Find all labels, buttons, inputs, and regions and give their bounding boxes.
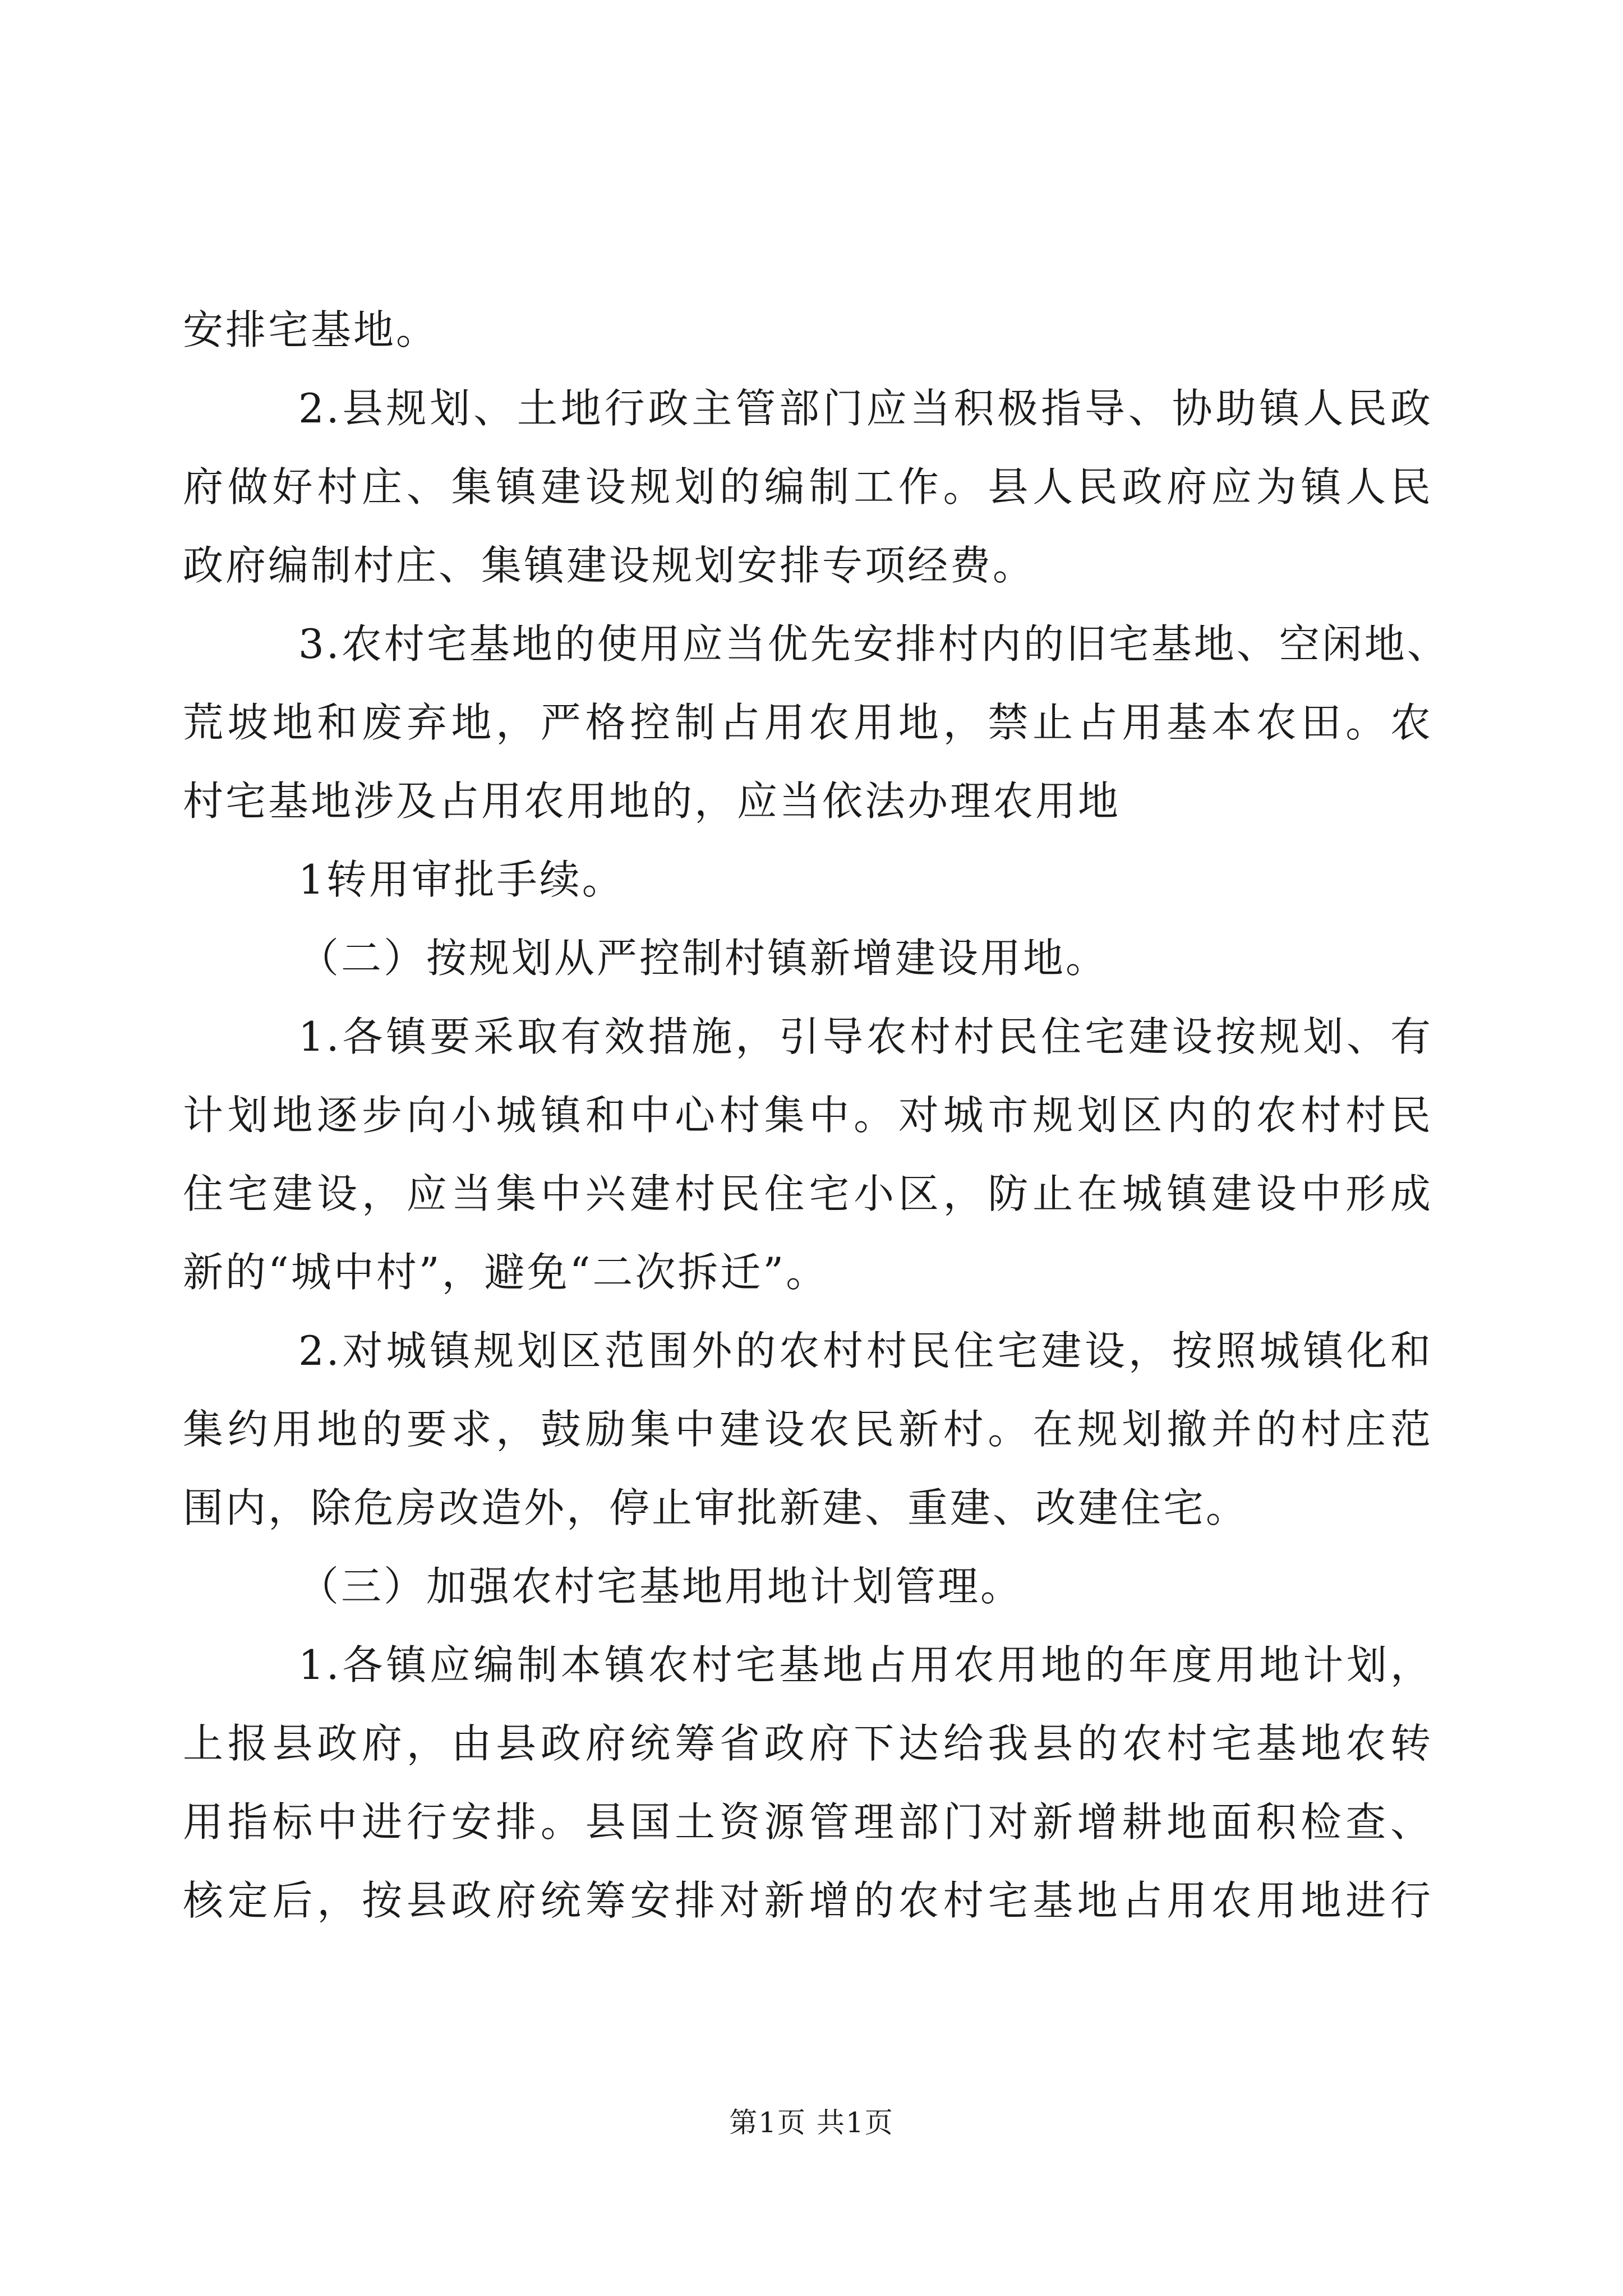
text-line: 计划地逐步向小城镇和中心村集中。对城市规划区内的农村村民 bbox=[183, 1092, 1433, 1139]
text-line: 政府编制村庄、集镇建设规划安排专项经费。 bbox=[183, 542, 1036, 589]
text-line: 2.县规划、土地行政主管部门应当积极指导、协助镇人民政 bbox=[298, 385, 1433, 432]
text-line: 村宅基地涉及占用农用地的，应当依法办理农用地 bbox=[183, 777, 1121, 825]
text-line: 2.对城镇规划区范围外的农村村民住宅建设，按照城镇化和 bbox=[298, 1327, 1433, 1374]
text-line: 1.各镇应编制本镇农村宅基地占用农用地的年度用地计划， bbox=[298, 1641, 1433, 1688]
section-heading: （三）加强农村宅基地用地计划管理。 bbox=[298, 1563, 1023, 1610]
page-number-footer: 第1页 共1页 bbox=[729, 2106, 894, 2139]
text-line: 上报县政府，由县政府统筹省政府下达给我县的农村宅基地农转 bbox=[183, 1720, 1433, 1767]
text-line: 集约用地的要求，鼓励集中建设农民新村。在规划撤并的村庄范 bbox=[183, 1406, 1433, 1453]
section-heading: （二）按规划从严控制村镇新增建设用地。 bbox=[298, 935, 1109, 982]
text-line: 府做好村庄、集镇建设规划的编制工作。县人民政府应为镇人民 bbox=[183, 463, 1433, 510]
text-line: 住宅建设，应当集中兴建村民住宅小区，防止在城镇建设中形成 bbox=[183, 1170, 1433, 1217]
text-line: 荒坡地和废弃地，严格控制占用农用地，禁止占用基本农田。农 bbox=[183, 699, 1433, 746]
text-line: 围内，除危房改造外，停止审批新建、重建、改建住宅。 bbox=[183, 1484, 1249, 1531]
text-line: 用指标中进行安排。县国土资源管理部门对新增耕地面积检查、 bbox=[183, 1798, 1433, 1846]
text-line: 1.各镇要采取有效措施，引导农村村民住宅建设按规划、有 bbox=[298, 1013, 1433, 1060]
text-line: 1转用审批手续。 bbox=[298, 856, 625, 903]
text-line: 安排宅基地。 bbox=[183, 306, 439, 353]
text-line: 核定后，按县政府统筹安排对新增的农村宅基地占用农用地进行 bbox=[183, 1877, 1433, 1924]
text-line: 3.农村宅基地的使用应当优先安排村内的旧宅基地、空闲地、 bbox=[298, 620, 1450, 668]
text-line: 新的“城中村”，避免“二次拆迁”。 bbox=[183, 1249, 829, 1296]
